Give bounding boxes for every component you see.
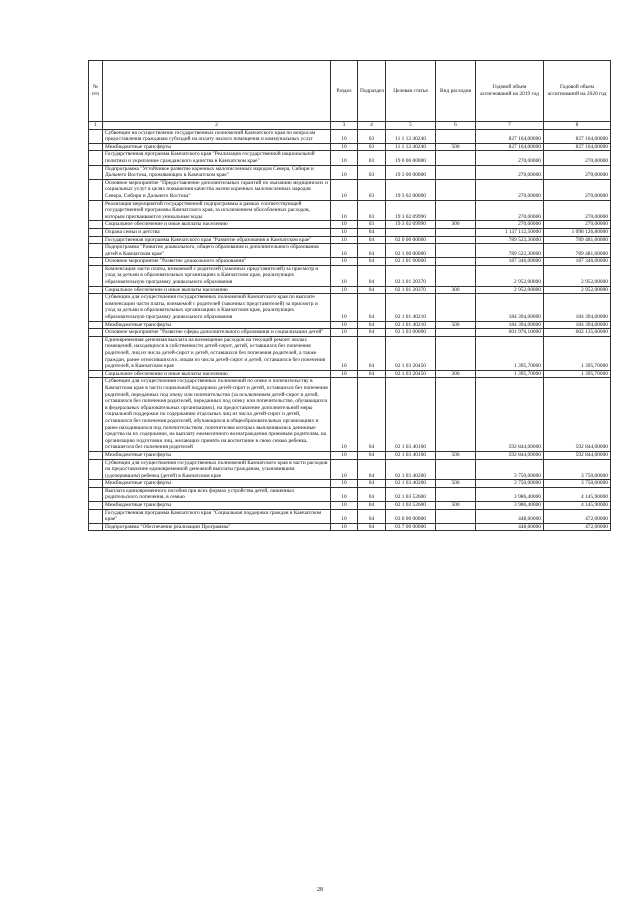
cell-name: Компенсация части платы, взимаемой с родителей (законных представителей) за присмотр и уход за детьми в образовательных организациях в Камчатском крае, реализующих образовательную программу дошкольного образования	[103, 265, 331, 286]
column-number: 8	[544, 122, 611, 130]
cell-amount-2019: 789 522,30000	[476, 244, 544, 258]
table-row	[89, 265, 611, 286]
cell-name: Межбюджетные трансферты	[103, 321, 331, 329]
cell-amount-2020: 270,00000	[544, 151, 611, 165]
cell-target-article: 02 1 03 40160	[386, 451, 436, 459]
table-row	[89, 258, 611, 266]
cell-subsection: 04	[358, 336, 386, 370]
cell-amount-2020: 184 394,00000	[544, 294, 611, 321]
cell-num	[89, 523, 103, 531]
table-row	[89, 143, 611, 151]
cell-section: 10	[331, 143, 358, 151]
cell-name: Социальное обеспечение и иные выплаты населению	[103, 221, 331, 229]
cell-amount-2019: 3 750,00000	[476, 459, 544, 480]
cell-expense-type	[436, 523, 476, 531]
cell-name: Субвенции для осуществления государственных полномочий Камчатского края в части расходов на предоставление единовременной денежной выплаты гражданам, усыновившим (удочерившим) ребенка (детей) в Камчатском крае	[103, 459, 331, 480]
header-target-article: Целевая статья	[386, 61, 436, 122]
cell-section: 10	[331, 244, 358, 258]
cell-amount-2020: 592 844,00000	[544, 378, 611, 452]
cell-name: Подпрограмма "Обеспечение реализации Программы"	[103, 523, 331, 531]
cell-expense-type	[436, 459, 476, 480]
cell-subsection: 04	[358, 480, 386, 488]
cell-amount-2020: 827 164,00000	[544, 143, 611, 151]
cell-expense-type: 300	[436, 221, 476, 229]
cell-num	[89, 244, 103, 258]
cell-section: 10	[331, 265, 358, 286]
cell-amount-2019: 3 986,40000	[476, 487, 544, 501]
cell-section: 10	[331, 179, 358, 200]
header-section: Раздел	[331, 61, 358, 122]
cell-target-article	[386, 228, 436, 236]
cell-target-article: 19 3 02 09990	[386, 221, 436, 229]
table-row	[89, 459, 611, 480]
cell-amount-2019: 270,00000	[476, 179, 544, 200]
header-name	[103, 61, 331, 122]
cell-num	[89, 509, 103, 523]
cell-subsection: 04	[358, 286, 386, 294]
cell-amount-2020: 827 164,00000	[544, 129, 611, 143]
cell-expense-type	[436, 509, 476, 523]
header-amount-2019: Годовой объем ассигнований на 2019 год	[476, 61, 544, 122]
cell-subsection: 04	[358, 321, 386, 329]
cell-expense-type: 500	[436, 321, 476, 329]
cell-name: Социальное обеспечение и иные выплаты населению	[103, 370, 331, 378]
cell-target-article: 02 1 01 20370	[386, 265, 436, 286]
budget-sheet	[88, 60, 610, 531]
cell-target-article: 02 1 01 00000	[386, 258, 436, 266]
cell-name: Подпрограмма "Устойчивое развитие коренных малочисленных народов Севера, Сибири и Дальнего Востока, проживающих в Камчатском крае"	[103, 165, 331, 179]
cell-section: 10	[331, 200, 358, 221]
cell-amount-2019: 3 750,00000	[476, 480, 544, 488]
table-row	[89, 129, 611, 143]
table-body	[89, 129, 611, 531]
cell-amount-2019: 448,60000	[476, 509, 544, 523]
cell-expense-type	[436, 228, 476, 236]
cell-amount-2020: 1 395,70000	[544, 370, 611, 378]
cell-amount-2019: 448,60000	[476, 523, 544, 531]
cell-name: Межбюджетные трансферты	[103, 502, 331, 510]
cell-num	[89, 228, 103, 236]
cell-expense-type	[436, 200, 476, 221]
table-row	[89, 200, 611, 221]
cell-subsection: 03	[358, 151, 386, 165]
cell-section: 10	[331, 502, 358, 510]
cell-amount-2019: 270,00000	[476, 200, 544, 221]
cell-subsection: 03	[358, 129, 386, 143]
cell-amount-2020: 472,00000	[544, 509, 611, 523]
table-row	[89, 378, 611, 452]
cell-amount-2020: 472,00000	[544, 523, 611, 531]
column-number: 2	[103, 122, 331, 130]
cell-amount-2020: 270,00000	[544, 221, 611, 229]
cell-section: 10	[331, 370, 358, 378]
table-row	[89, 451, 611, 459]
column-number: 3	[331, 122, 358, 130]
cell-section: 10	[331, 451, 358, 459]
cell-expense-type: 500	[436, 143, 476, 151]
cell-expense-type	[436, 244, 476, 258]
cell-num	[89, 179, 103, 200]
cell-section: 10	[331, 294, 358, 321]
cell-amount-2019: 592 844,00000	[476, 378, 544, 452]
cell-num	[89, 143, 103, 151]
cell-expense-type	[436, 294, 476, 321]
cell-amount-2020: 789 481,60000	[544, 236, 611, 244]
cell-subsection: 03	[358, 221, 386, 229]
table-row	[89, 487, 611, 501]
cell-name: Субвенции для осуществления государственных полномочий Камчатского края по выплате компенсации части платы, взимаемой с родителей (законных представителей) за присмотр и уход за детьми в образовательных организациях в Камчатском крае, реализующих образовательную программу дошкольного образования	[103, 294, 331, 321]
cell-target-article: 19 3 02 00000	[386, 179, 436, 200]
cell-section: 10	[331, 258, 358, 266]
cell-amount-2020: 187 346,00000	[544, 258, 611, 266]
header-subsection: Подраздел	[358, 61, 386, 122]
table-row	[89, 221, 611, 229]
table-row	[89, 480, 611, 488]
cell-num	[89, 258, 103, 266]
table-row	[89, 370, 611, 378]
budget-table	[88, 60, 611, 531]
cell-name: Реализация мероприятий государственной подпрограммы в рамках соответствующей государственной программы Камчатского края, за исключением обособленных расходов, которым присваиваются уникальные коды	[103, 200, 331, 221]
cell-amount-2020: 3 750,00000	[544, 459, 611, 480]
cell-amount-2019: 1 137 112,50000	[476, 228, 544, 236]
cell-target-article: 02 1 03 20450	[386, 370, 436, 378]
cell-section: 10	[331, 336, 358, 370]
cell-amount-2019: 2 952,00000	[476, 265, 544, 286]
table-row	[89, 236, 611, 244]
cell-amount-2019: 827 164,00000	[476, 143, 544, 151]
cell-target-article: 03 0 00 00000	[386, 509, 436, 523]
cell-section: 10	[331, 487, 358, 501]
table-row	[89, 179, 611, 200]
cell-section: 10	[331, 151, 358, 165]
cell-num	[89, 502, 103, 510]
cell-target-article: 19 3 02 09990	[386, 200, 436, 221]
cell-subsection: 04	[358, 523, 386, 531]
cell-num	[89, 236, 103, 244]
cell-target-article: 02 1 03 20450	[386, 336, 436, 370]
cell-target-article: 02 1 03 40200	[386, 459, 436, 480]
cell-expense-type: 300	[436, 370, 476, 378]
column-number: 7	[476, 122, 544, 130]
table-row	[89, 329, 611, 337]
cell-subsection: 03	[358, 200, 386, 221]
cell-amount-2020: 1 395,70000	[544, 336, 611, 370]
cell-num	[89, 321, 103, 329]
table-row	[89, 294, 611, 321]
column-number: 1	[89, 122, 103, 130]
cell-subsection: 04	[358, 294, 386, 321]
cell-section: 10	[331, 378, 358, 452]
cell-num	[89, 487, 103, 501]
cell-num	[89, 329, 103, 337]
cell-amount-2019: 601 976,10000	[476, 329, 544, 337]
column-number: 6	[436, 122, 476, 130]
table-row	[89, 509, 611, 523]
cell-section: 10	[331, 321, 358, 329]
column-number: 4	[358, 122, 386, 130]
page-number: 28	[317, 887, 323, 893]
cell-name: Подпрограмма "Развитие дошкольного, общего образования и дополнительного образования детей в Камчатском крае"	[103, 244, 331, 258]
cell-expense-type	[436, 179, 476, 200]
cell-name: Межбюджетные трансферты	[103, 143, 331, 151]
cell-subsection: 04	[358, 378, 386, 452]
cell-amount-2020: 270,00000	[544, 165, 611, 179]
cell-amount-2019: 592 844,00000	[476, 451, 544, 459]
cell-amount-2019: 3 986,40000	[476, 502, 544, 510]
cell-num	[89, 480, 103, 488]
cell-num	[89, 336, 103, 370]
cell-subsection: 04	[358, 258, 386, 266]
cell-expense-type	[436, 336, 476, 370]
cell-section: 10	[331, 286, 358, 294]
cell-expense-type: 500	[436, 451, 476, 459]
cell-num	[89, 451, 103, 459]
cell-name: Субвенции для осуществления государственных полномочий по опеке и попечительству в Камчатском крае в части социальной поддержки детей-сирот и детей, оставшихся без попечения родителей, переданных под опеку или попечительство (за исключением детей-сирот и детей, оставшихся без попечения родителей, переданных под опеку или попечительство, обучающихся в федеральных образовательных организациях), на предоставление дополнительной меры социальной поддержки по содержанию отдельных лиц из числа детей-сирот и детей, оставшихся без попечения родителей, обучающихся в общеобразовательных организациях и ранее находившихся под попечительством, попечителям которых выплачивались денежные средства на их содержание, на выплату ежемесячного вознаграждения приемным родителям, на организацию подготовки лиц, желающих принять на воспитание в свою семью ребенка, оставшегося без попечения родителей	[103, 378, 331, 452]
cell-section: 10	[331, 480, 358, 488]
cell-section: 10	[331, 236, 358, 244]
cell-num	[89, 294, 103, 321]
cell-num	[89, 265, 103, 286]
cell-expense-type	[436, 151, 476, 165]
cell-target-article: 02 1 03 00000	[386, 329, 436, 337]
cell-name: Государственная программа Камчатского края "Реализация государственной национальной политики и укрепление гражданского единства в Камчатском крае"	[103, 151, 331, 165]
cell-target-article: 02 1 03 52600	[386, 487, 436, 501]
cell-name: Основное мероприятие "Развитие дошкольного образования"	[103, 258, 331, 266]
cell-name: Межбюджетные трансферты	[103, 480, 331, 488]
cell-target-article: 02 1 01 40210	[386, 321, 436, 329]
cell-name: Социальное обеспечение и иные выплаты населению	[103, 286, 331, 294]
cell-section: 10	[331, 221, 358, 229]
cell-expense-type	[436, 378, 476, 452]
cell-name: Единовременная денежная выплата на возмещение расходов на текущий ремонт жилых помещений, находящихся в собственности детей-сирот, детей, оставшихся без попечения родителей, лиц из числа детей-сирот и детей, оставшихся без попечения родителей, а также граждан, ранее относившихся к лицам из числа детей-сирот и детей, оставшихся без попечения родителей, в Камчатском крае	[103, 336, 331, 370]
cell-subsection: 03	[358, 179, 386, 200]
cell-subsection: 04	[358, 228, 386, 236]
cell-amount-2019: 1 395,70000	[476, 370, 544, 378]
cell-amount-2019: 184 394,00000	[476, 321, 544, 329]
column-number-row	[89, 122, 611, 130]
cell-num	[89, 286, 103, 294]
cell-subsection: 03	[358, 165, 386, 179]
cell-amount-2019: 2 952,00000	[476, 286, 544, 294]
cell-name: Основное мероприятие "Развитие сферы дополнительного образования и социализации детей"	[103, 329, 331, 337]
cell-subsection: 04	[358, 236, 386, 244]
header-expense-type: Вид расходов	[436, 61, 476, 122]
cell-expense-type	[436, 258, 476, 266]
cell-target-article: 02 1 03 40160	[386, 378, 436, 452]
cell-subsection: 04	[358, 329, 386, 337]
cell-amount-2019: 187 346,00000	[476, 258, 544, 266]
cell-target-article: 02 1 03 52600	[386, 502, 436, 510]
table-row	[89, 336, 611, 370]
cell-name: Выплата единовременного пособия при всех формах устройства детей, лишенных родительского попечения, в семью	[103, 487, 331, 501]
cell-amount-2020: 592 844,00000	[544, 451, 611, 459]
cell-name: Межбюджетные трансферты	[103, 451, 331, 459]
cell-expense-type	[436, 236, 476, 244]
cell-amount-2020: 3 750,00000	[544, 480, 611, 488]
cell-name: Государственная программа Камчатского края "Развитие образования в Камчатском крае"	[103, 236, 331, 244]
header-num: № п/п	[89, 61, 103, 122]
table-header-row	[89, 61, 611, 122]
cell-section: 10	[331, 329, 358, 337]
cell-section: 10	[331, 165, 358, 179]
cell-subsection: 04	[358, 459, 386, 480]
cell-amount-2020: 789 481,60000	[544, 244, 611, 258]
cell-amount-2020: 2 952,00000	[544, 286, 611, 294]
cell-target-article: 19 3 00 00000	[386, 165, 436, 179]
cell-section: 10	[331, 228, 358, 236]
table-row	[89, 523, 611, 531]
cell-amount-2019: 184 394,00000	[476, 294, 544, 321]
cell-expense-type	[436, 129, 476, 143]
cell-num	[89, 200, 103, 221]
cell-target-article: 02 1 01 20370	[386, 286, 436, 294]
cell-num	[89, 151, 103, 165]
column-number: 5	[386, 122, 436, 130]
cell-target-article: 02 0 00 00000	[386, 236, 436, 244]
cell-amount-2020: 184 394,00000	[544, 321, 611, 329]
cell-expense-type: 500	[436, 502, 476, 510]
cell-amount-2020: 602 135,60000	[544, 329, 611, 337]
cell-subsection: 04	[358, 451, 386, 459]
cell-name: Основное мероприятие "Предоставление дополнительных гарантий по оказанию медицинских и социальных услуг в целях повышения качества жизни коренных малочисленных народов Севера, Сибири и Дальнего Востока"	[103, 179, 331, 200]
cell-num	[89, 370, 103, 378]
cell-section: 10	[331, 129, 358, 143]
cell-name: Охрана семьи и детства	[103, 228, 331, 236]
table-row	[89, 286, 611, 294]
cell-subsection: 04	[358, 370, 386, 378]
cell-amount-2019: 827 164,00000	[476, 129, 544, 143]
cell-target-article: 02 1 00 00000	[386, 244, 436, 258]
cell-expense-type	[436, 487, 476, 501]
cell-target-article: 11 1 12 40240	[386, 143, 436, 151]
table-row	[89, 165, 611, 179]
cell-amount-2020: 4 145,90000	[544, 487, 611, 501]
table-row	[89, 321, 611, 329]
cell-subsection: 04	[358, 487, 386, 501]
table-row	[89, 244, 611, 258]
cell-amount-2019: 270,00000	[476, 165, 544, 179]
cell-section: 10	[331, 509, 358, 523]
cell-amount-2019: 1 395,70000	[476, 336, 544, 370]
cell-amount-2020: 2 952,00000	[544, 265, 611, 286]
table-row	[89, 228, 611, 236]
cell-target-article: 02 1 01 40210	[386, 294, 436, 321]
cell-section: 10	[331, 523, 358, 531]
cell-subsection: 04	[358, 244, 386, 258]
header-amount-2020: Годовой объем ассигнований на 2020 год	[544, 61, 611, 122]
table-row	[89, 502, 611, 510]
cell-expense-type	[436, 165, 476, 179]
cell-expense-type: 300	[436, 286, 476, 294]
cell-subsection: 03	[358, 143, 386, 151]
cell-amount-2020: 270,00000	[544, 179, 611, 200]
cell-amount-2020: 4 145,90000	[544, 502, 611, 510]
cell-amount-2019: 270,00000	[476, 151, 544, 165]
cell-num	[89, 129, 103, 143]
cell-expense-type	[436, 265, 476, 286]
cell-subsection: 04	[358, 509, 386, 523]
cell-target-article: 02 1 03 40200	[386, 480, 436, 488]
cell-num	[89, 459, 103, 480]
cell-name: Государственная программа Камчатского края "Социальная поддержка граждан в Камчатском крае"	[103, 509, 331, 523]
cell-section: 10	[331, 459, 358, 480]
cell-target-article: 11 1 12 40240	[386, 129, 436, 143]
cell-name: Субвенции на осуществление государственных полномочий Камчатского края по вопросам предоставления гражданам субсидий на оплату жилого помещения и коммунальных услуг	[103, 129, 331, 143]
cell-target-article: 19 0 00 00000	[386, 151, 436, 165]
cell-target-article: 03 7 00 00000	[386, 523, 436, 531]
cell-amount-2019: 270,00000	[476, 221, 544, 229]
cell-amount-2019: 789 522,30000	[476, 236, 544, 244]
cell-num	[89, 221, 103, 229]
cell-amount-2020: 1 098 126,80000	[544, 228, 611, 236]
table-row	[89, 151, 611, 165]
cell-amount-2020: 270,00000	[544, 200, 611, 221]
cell-expense-type: 500	[436, 480, 476, 488]
cell-num	[89, 165, 103, 179]
cell-num	[89, 378, 103, 452]
cell-expense-type	[436, 329, 476, 337]
cell-subsection: 04	[358, 265, 386, 286]
cell-subsection: 04	[358, 502, 386, 510]
